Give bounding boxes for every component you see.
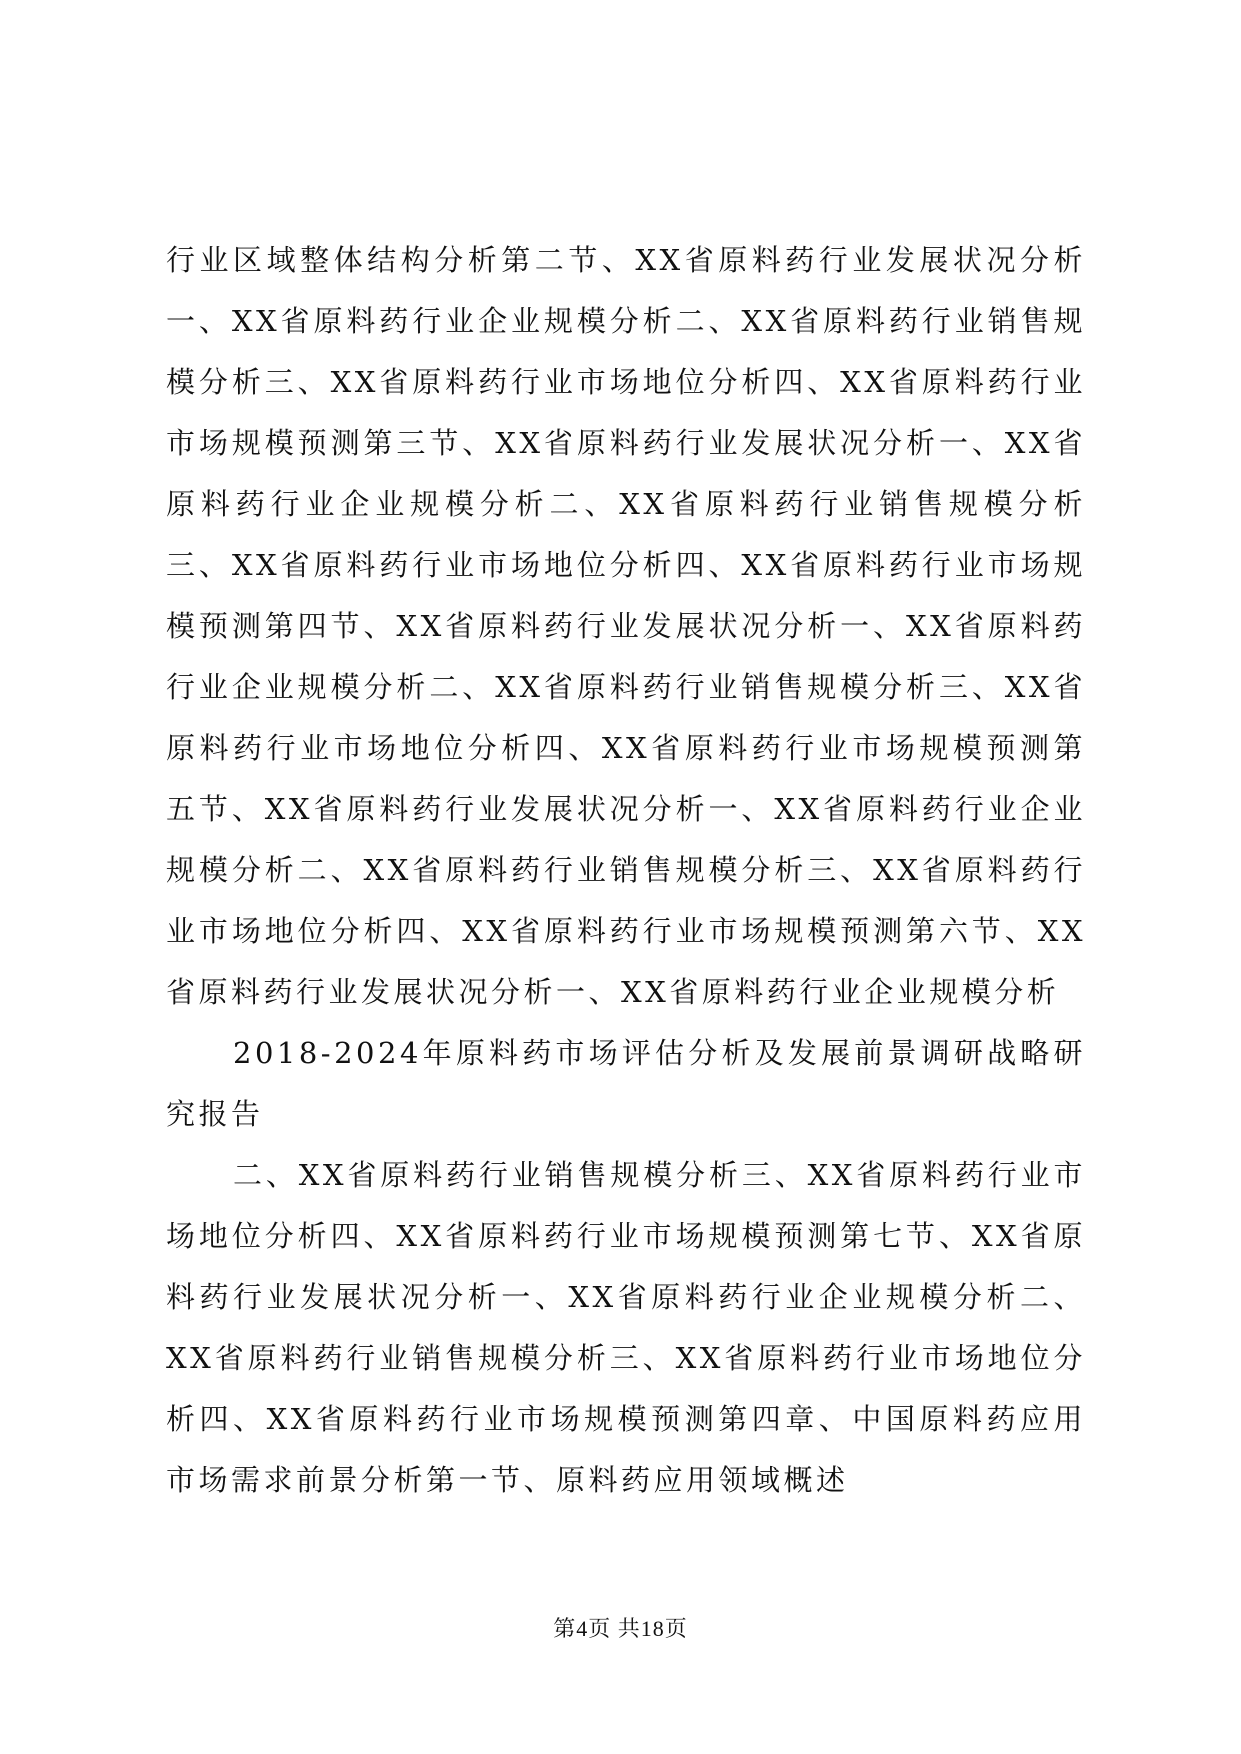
body-paragraph-3: 二、XX省原料药行业销售规模分析三、XX省原料药行业市场地位分析四、XX省原料药行业市场规模预测第七节、XX省原料药行业发展状况分析一、XX省原料药行业企业规模分析二、XX省原料药行业销售规模分析三、XX省原料药行业市场地位分析四、XX省原料药行业市场规模预测第四章、中国原料药应用市场需求前景分析第一节、原料药应用领域概述: [166, 1158, 1086, 1497]
report-title-paragraph: 2018-2024年原料药市场评估分析及发展前景调研战略研究报告: [166, 1036, 1086, 1131]
page-number-footer: 第4页 共18页: [553, 1616, 688, 1641]
document-body: [166, 230, 1086, 1511]
body-paragraph-1: 行业区域整体结构分析第二节、XX省原料药行业发展状况分析一、XX省原料药行业企业规模分析二、XX省原料药行业销售规模分析三、XX省原料药行业市场地位分析四、XX省原料药行业市场规模预测第三节、XX省原料药行业发展状况分析一、XX省原料药行业企业规模分析二、XX省原料药行业销售规模分析三、XX省原料药行业市场地位分析四、XX省原料药行业市场规模预测第四节、XX省原料药行业发展状况分析一、XX省原料药行业企业规模分析二、XX省原料药行业销售规模分析三、XX省原料药行业市场地位分析四、XX省原料药行业市场规模预测第五节、XX省原料药行业发展状况分析一、XX省原料药行业企业规模分析二、XX省原料药行业销售规模分析三、XX省原料药行业市场地位分析四、XX省原料药行业市场规模预测第六节、XX省原料药行业发展状况分析一、XX省原料药行业企业规模分析: [166, 243, 1086, 1009]
